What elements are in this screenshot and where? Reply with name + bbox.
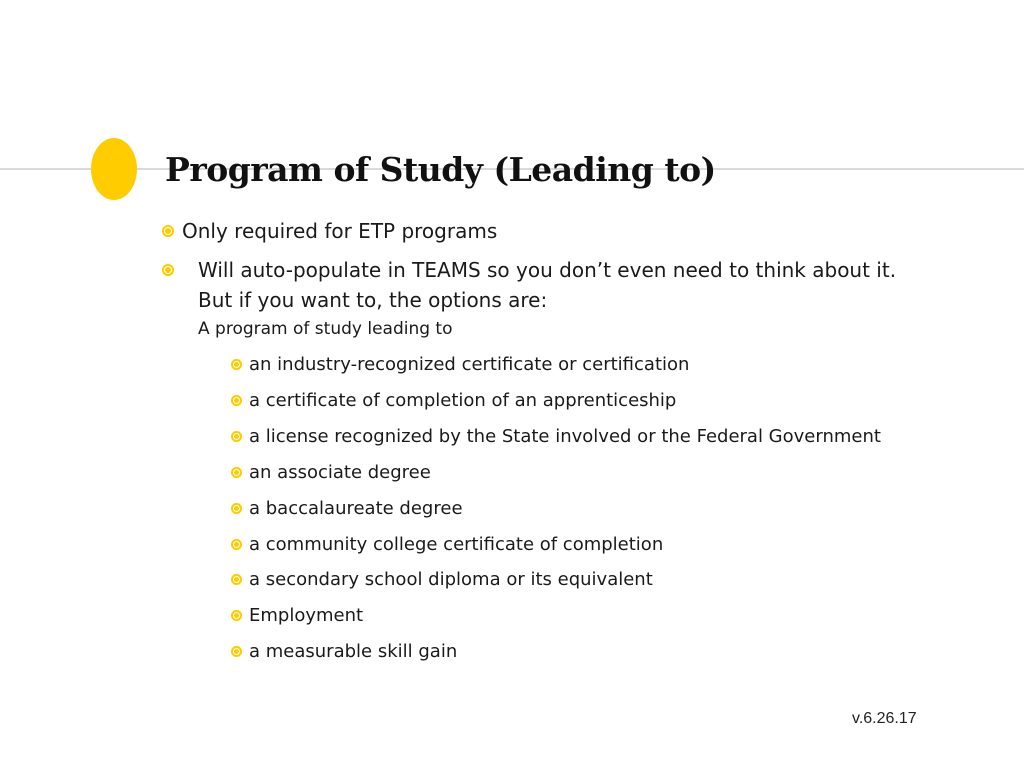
bullet-text: Only required for ETP programs: [182, 219, 498, 243]
bullet-dot-icon: [231, 646, 242, 657]
bullet-text-line-2: But if you want to, the options are:: [198, 288, 548, 312]
option-text: a secondary school diploma or its equivalent: [249, 569, 653, 590]
bullet-dot-icon: [231, 467, 242, 478]
bullet-dot-icon: [231, 503, 242, 514]
slide-title: Program of Study (Leading to): [165, 150, 716, 189]
option-text: a community college certificate of completion: [249, 534, 664, 555]
option-text: a certificate of completion of an apprenticeship: [249, 390, 677, 411]
bullet-dot-icon: [231, 539, 242, 550]
bullet-dot-icon: [162, 264, 174, 276]
option-text: an industry-recognized certificate or certification: [249, 354, 690, 375]
option-text: a baccalaureate degree: [249, 498, 463, 519]
options-subheading: A program of study leading to: [198, 319, 453, 339]
bullet-dot-icon: [162, 225, 174, 237]
version-label: v.6.26.17: [852, 710, 917, 727]
bullet-dot-icon: [231, 359, 242, 370]
bullet-dot-icon: [231, 395, 242, 406]
bullet-dot-icon: [231, 610, 242, 621]
option-text: an associate degree: [249, 462, 431, 483]
bullet-dot-icon: [231, 431, 242, 442]
option-text: a license recognized by the State involved or the Federal Government: [249, 426, 881, 447]
option-text: Employment: [249, 605, 364, 626]
title-accent-circle: [91, 138, 137, 200]
bullet-dot-icon: [231, 574, 242, 585]
bullet-text-line-1: Will auto-populate in TEAMS so you don’t even need to think about it.: [198, 258, 897, 282]
option-text: a measurable skill gain: [249, 641, 458, 662]
